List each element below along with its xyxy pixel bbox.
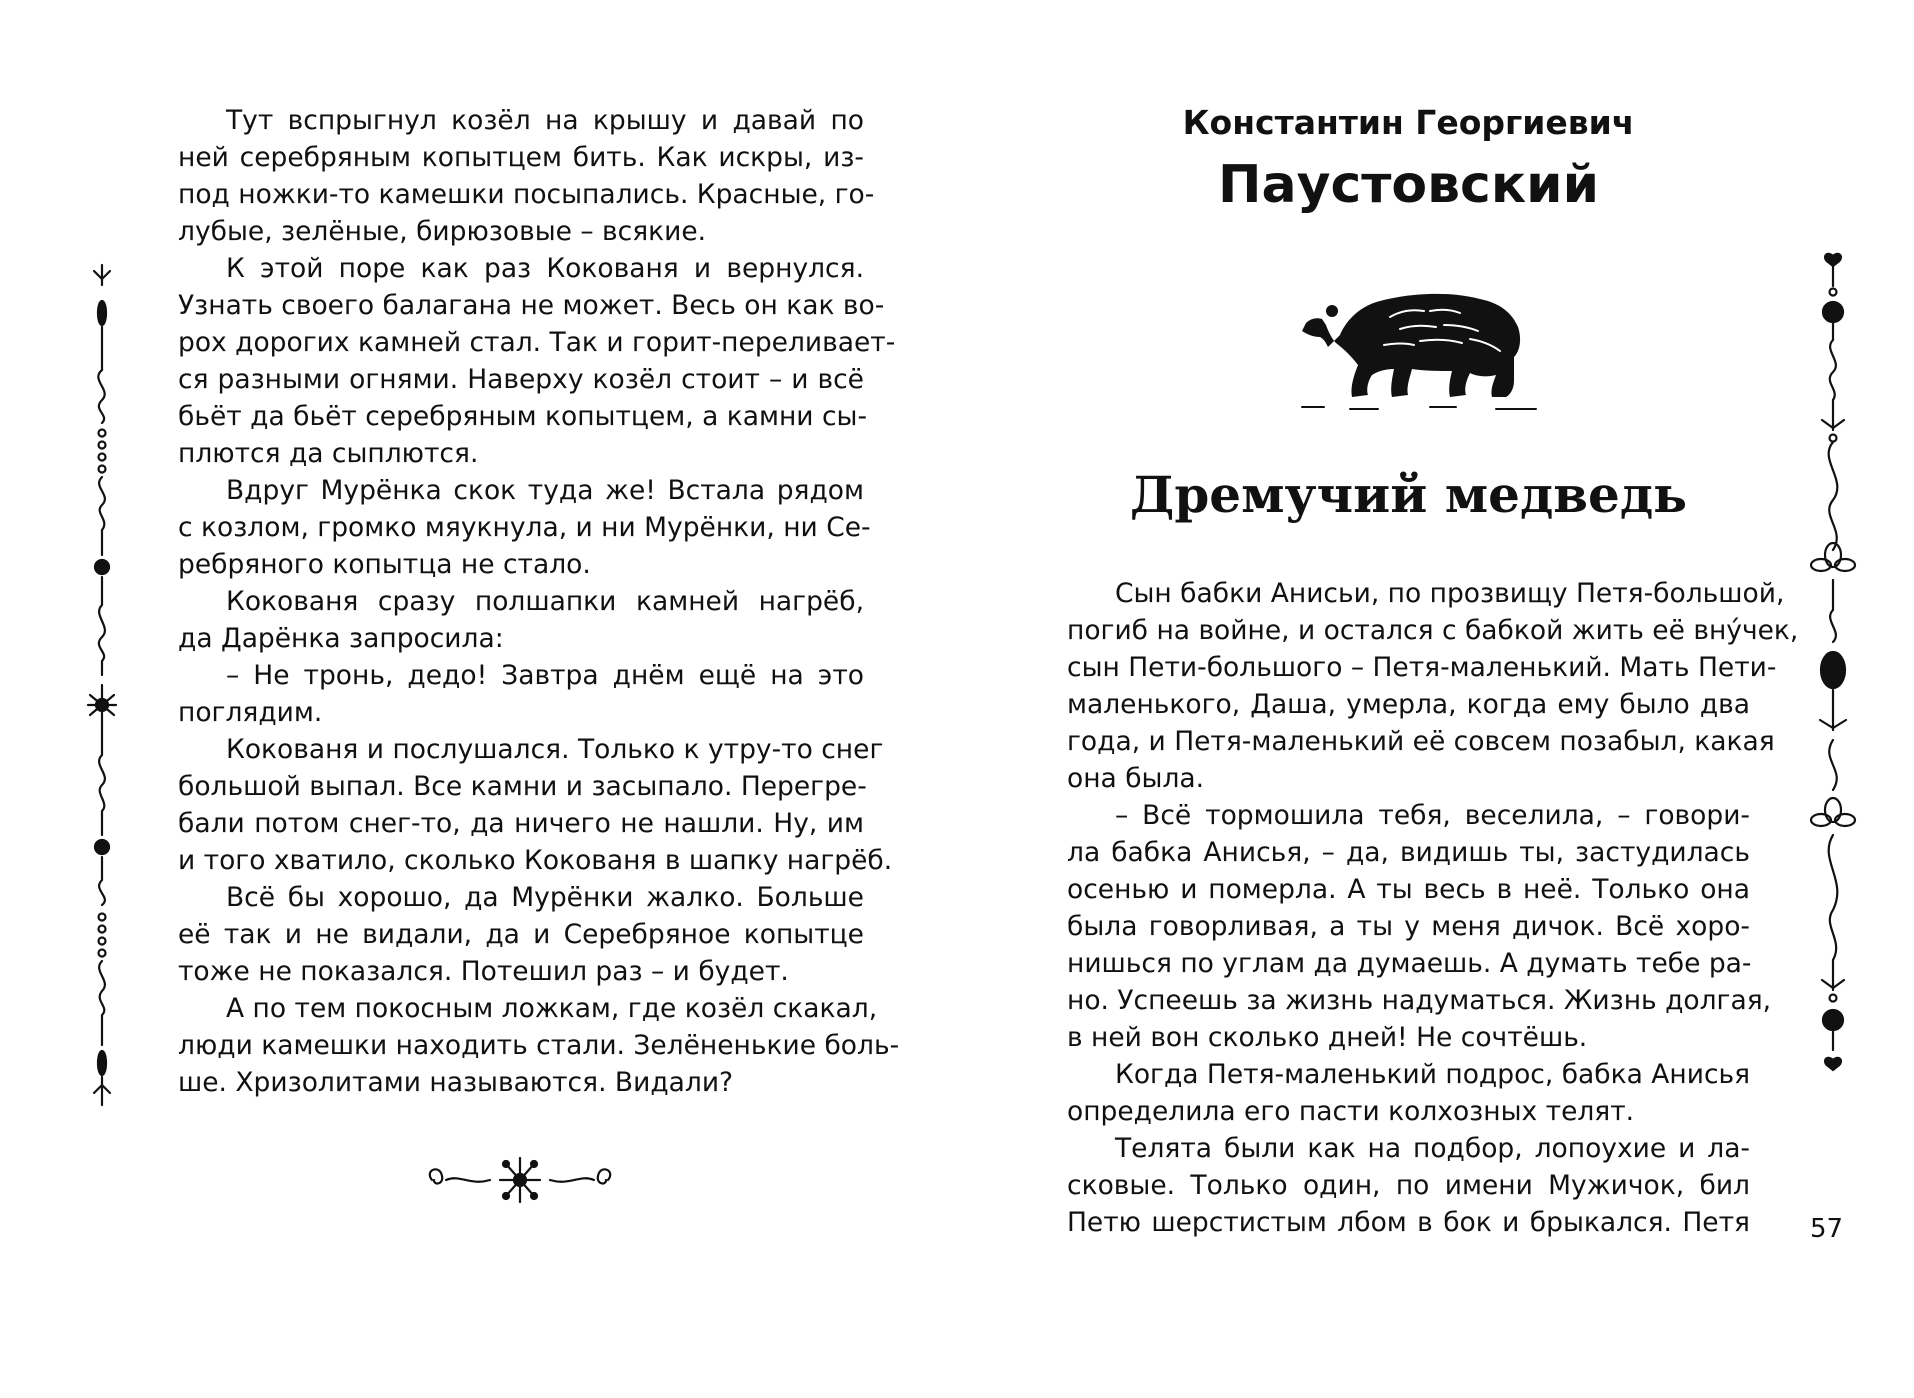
text-line: – Всё тормошила тебя, веселила, – говори- [1115,800,1750,831]
text-line: – Не тронь, дедо! Завтра днём ещё на это [226,660,864,691]
text-line: ребряного копытца не стало. [178,549,591,580]
text-line: Узнать своего балагана не может. Весь он как во- [178,290,885,321]
text-line: поглядим. [178,697,323,728]
floral-divider-ornament [420,1150,620,1210]
page-number: 57 [1810,1214,1844,1244]
floral-vine-right-ornament [1808,250,1858,1110]
text-line: нишься по углам да думаешь. А думать тебе ра- [1067,948,1752,979]
author-name: Константин Георгиевич [1182,103,1635,142]
text-line: осенью и померла. А ты весь в неё. Только она [1067,874,1750,905]
text-line: определила его пасти колхозных телят. [1067,1096,1635,1127]
text-line: ся разными огнями. Наверху козёл стоит – и всё [178,364,864,395]
text-line: маленького, Даша, умерла, когда ему было два [1067,689,1750,720]
text-line: ла бабка Анисья, – да, видишь ты, застудилась [1067,837,1750,868]
text-line: её так и не видали, да и Серебряное копытце [178,919,864,950]
text-line: бьёт да бьёт серебряным копытцем, а камни сы- [178,401,868,432]
text-line: К этой поре как раз Кокованя и вернулся. [226,253,864,284]
left-page-text [178,102,900,1101]
text-line: Тут вспрыгнул козёл на крышу и давай по [226,105,864,136]
text-line: сын Пети-большого – Петя-маленький. Мать Пети- [1067,652,1777,683]
text-line: Всё бы хорошо, да Мурёнки жалко. Больше [226,882,864,913]
text-line: и того хватило, сколько Кокованя в шапку нагрёб. [178,845,893,876]
text-line: Петю шерстистым лбом в бок и брыкался. Петя [1067,1207,1750,1238]
text-line: она была. [1067,763,1205,794]
text-line: Кокованя и послушался. Только к утру-то снег [226,734,884,765]
text-line: большой выпал. Все камни и засыпало. Перегре- [178,771,867,802]
text-line: плются да сыплются. [178,438,479,469]
text-line: рох дорогих камней стал. Так и горит-переливает- [178,327,896,358]
text-line: погиб на войне, и остался с бабкой жить её вну́чек, [1067,615,1799,646]
text-line: Телята были как на подбор, лопоухие и ла- [1115,1133,1750,1164]
text-line: ше. Хризолитами называются. Видали? [178,1067,734,1098]
text-line: под ножки-то камешки посыпались. Красные, го- [178,179,875,210]
text-line: лубые, зелёные, бирюзовые – всякие. [178,216,707,247]
text-line: бали потом снег-то, да ничего не нашли. Ну, им [178,808,864,839]
text-line: Вдруг Мурёнка скок туда же! Встала рядом [226,475,864,506]
floral-vine-left-ornament [82,255,122,1115]
story-title: Дремучий медведь [1129,465,1688,524]
text-line: сковые. Только один, по имени Мужичок, бил [1067,1170,1750,1201]
text-line: Когда Петя-маленький подрос, бабка Анисья [1115,1059,1751,1090]
text-line: ней серебряным копытцем бить. Как искры, из- [178,142,864,173]
text-line: года, и Петя-маленький её совсем позабыл, какая [1067,726,1775,757]
bear-illustration [1300,285,1540,415]
right-page-text [1067,575,1799,1241]
text-line: но. Успеешь за жизнь надуматься. Жизнь долгая, [1067,985,1772,1016]
text-line: тоже не показался. Потешил раз – и будет. [178,956,789,987]
text-line: была говорливая, а ты у меня дичок. Всё хоро- [1067,911,1750,942]
text-line: А по тем покосным ложкам, где козёл скакал, [226,993,878,1024]
text-line: люди камешки находить стали. Зелёненькие боль- [178,1030,900,1061]
text-line: да Дарёнка запросила: [178,623,504,654]
text-line: в ней вон сколько дней! Не сочтёшь. [1067,1022,1588,1053]
text-line: Кокованя сразу полшапки камней нагрёб, [226,586,864,617]
author-surname: Паустовский [1217,155,1600,215]
text-line: Сын бабки Анисьи, по прозвищу Петя-большой, [1115,578,1785,609]
text-line: с козлом, громко мяукнула, и ни Мурёнки, ни Се- [178,512,871,543]
